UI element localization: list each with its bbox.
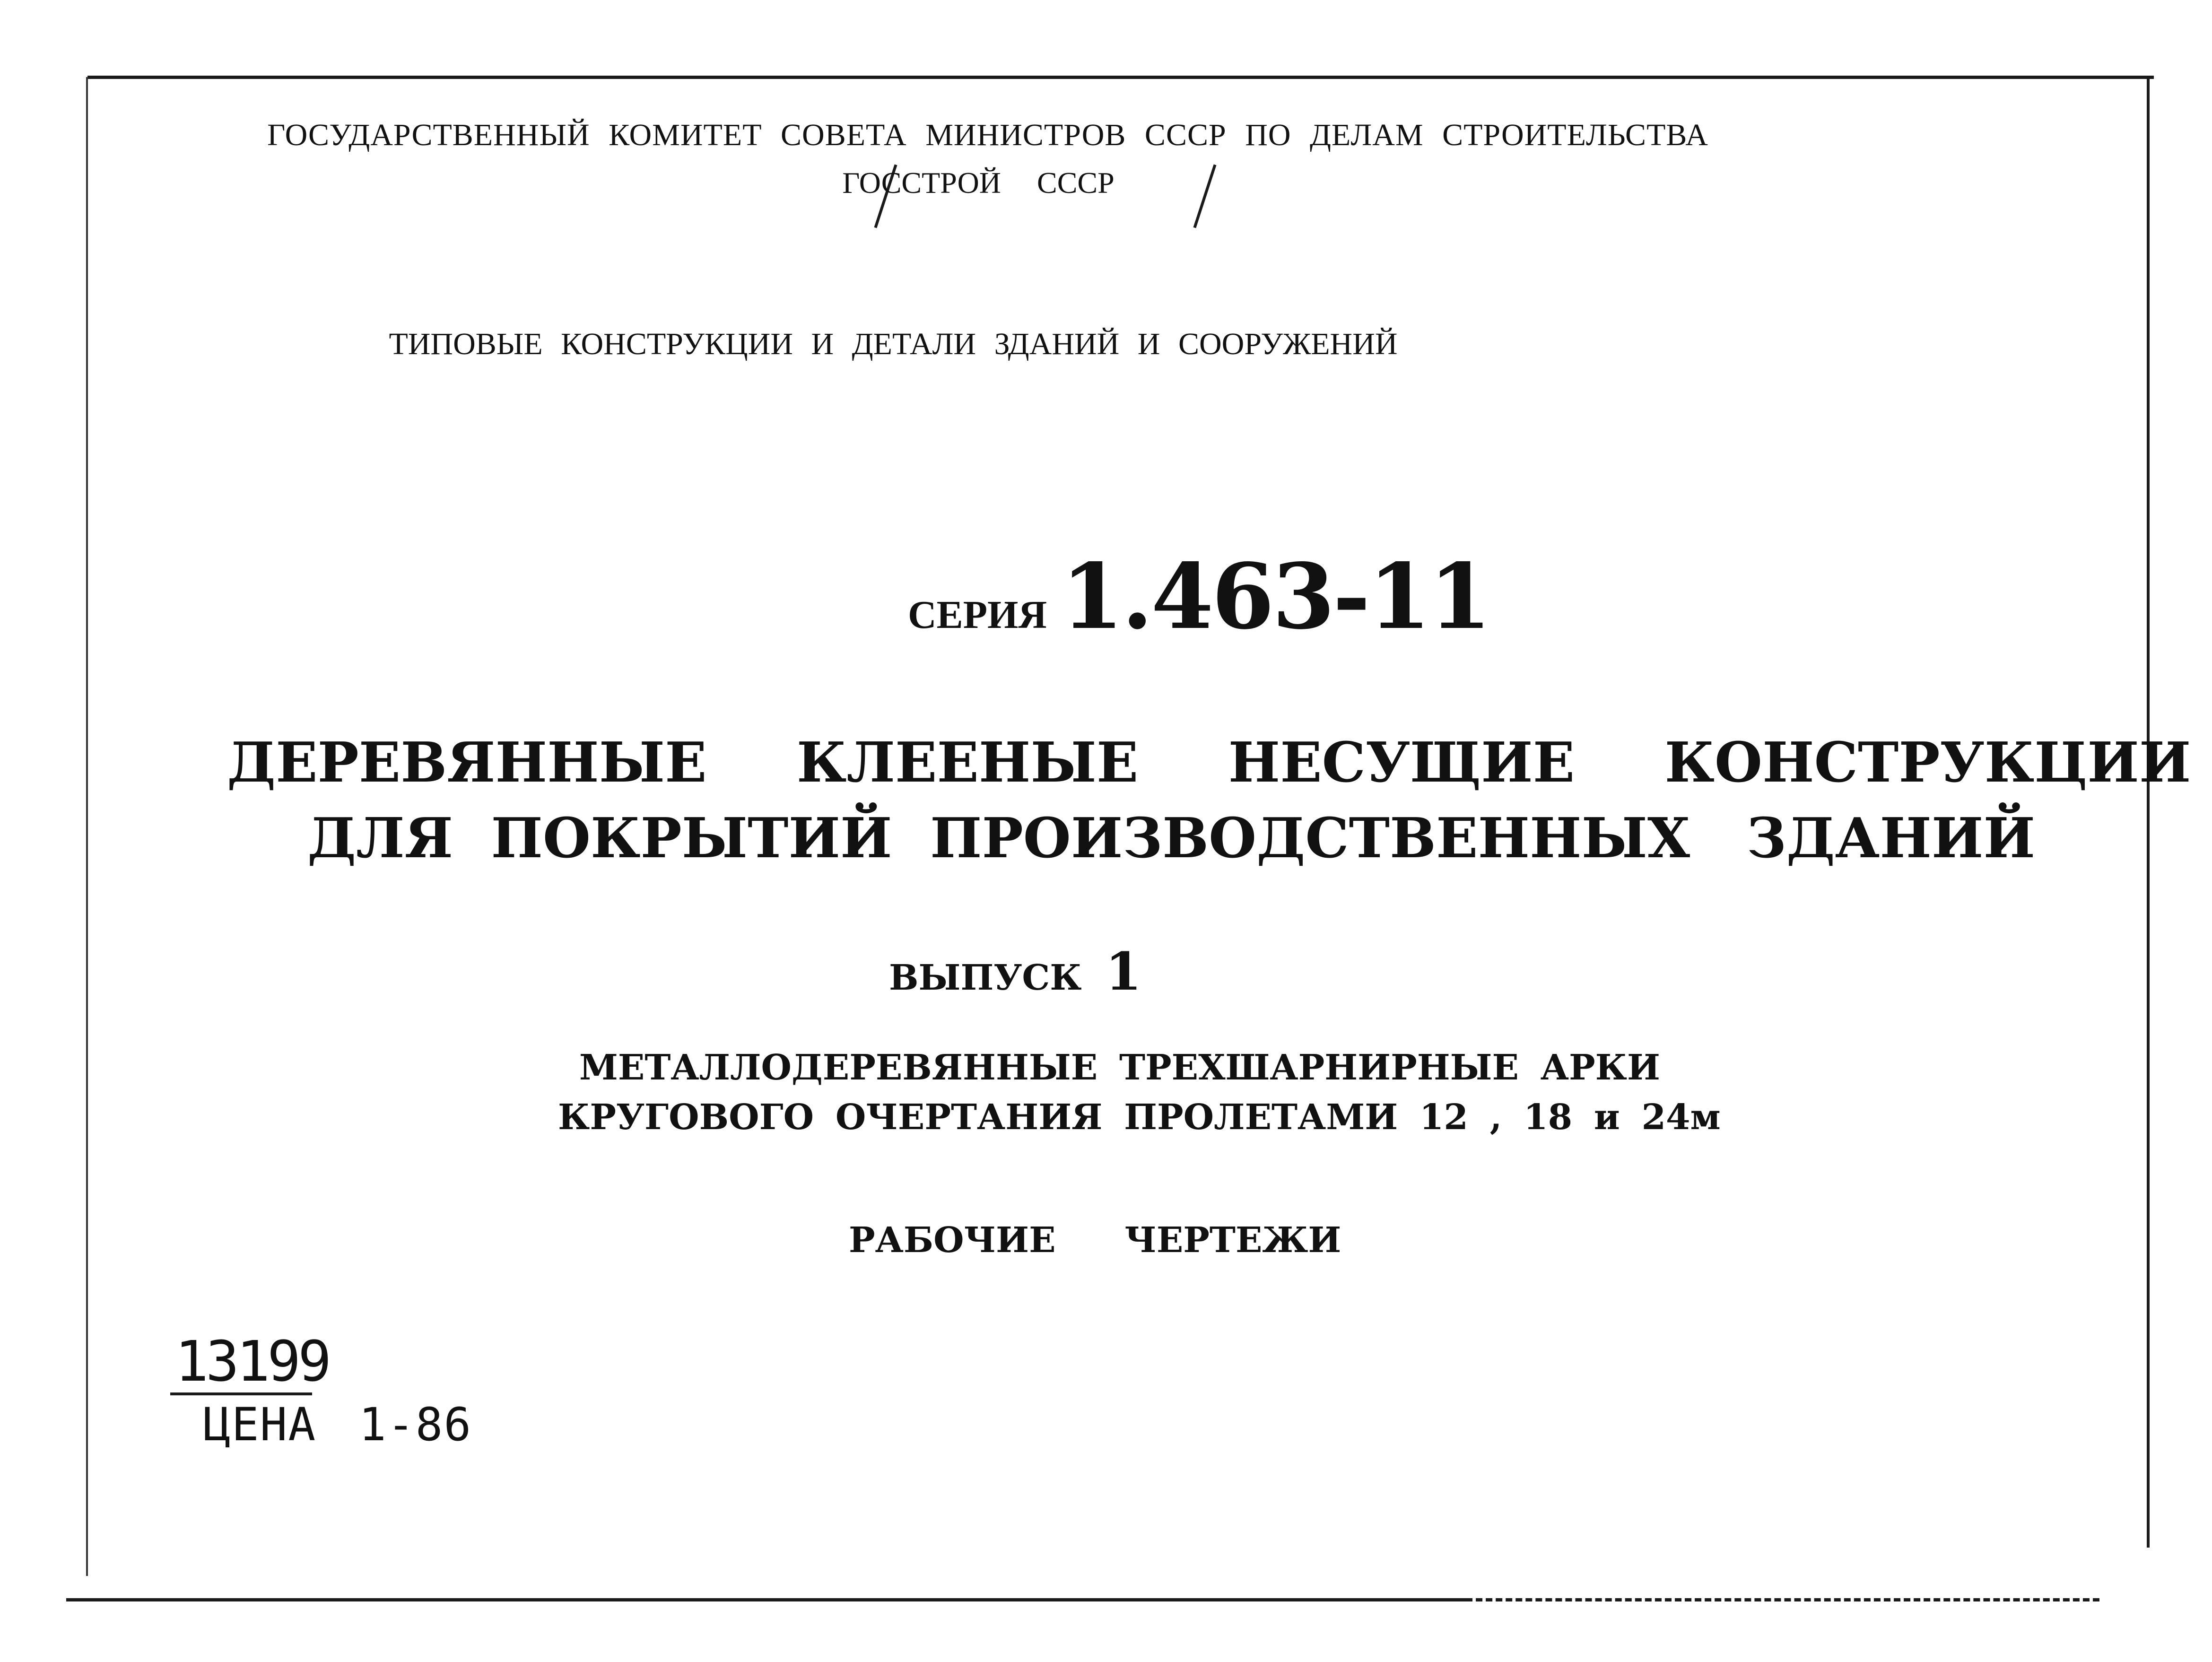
inventory-underline	[170, 1392, 312, 1395]
issue-number: 1	[1105, 941, 1142, 1002]
committee-heading: ГОСУДАРСТВЕННЫЙ КОМИТЕТ СОВЕТА МИНИСТРОВ СССР ПО ДЕЛАМ СТРОИТЕЛЬСТВА	[267, 118, 1708, 152]
gosstroy-label: ГОССТРОЙ СССР	[842, 166, 1115, 200]
issue-label: ВЫПУСК	[889, 957, 1082, 998]
series-line	[908, 544, 1489, 649]
issue-line	[889, 941, 1141, 1002]
series-label: СЕРИЯ	[908, 593, 1047, 637]
frame-border-top	[87, 76, 2154, 79]
category-heading: ТИПОВЫЕ КОНСТРУКЦИИ И ДЕТАЛИ ЗДАНИЙ И СООРУЖЕНИЙ	[389, 327, 1398, 361]
frame-border-right	[2147, 77, 2150, 1548]
series-number: 1.463-11	[1061, 544, 1490, 649]
document-type: РАБОЧИЕ ЧЕРТЕЖИ	[849, 1220, 1341, 1261]
price-label: ЦЕНА 1-86	[203, 1398, 472, 1451]
main-title-line-2-part-b: ЗДАНИЙ	[1747, 806, 2036, 870]
subtitle-line-2: КРУГОВОГО ОЧЕРТАНИЯ ПРОЛЕТАМИ 12 , 18 и 24м	[558, 1097, 1721, 1138]
inventory-number: 13199	[175, 1329, 329, 1394]
main-title-line-2	[307, 806, 2036, 870]
main-title-line-1: ДЕРЕВЯННЫЕ КЛЕЕНЫЕ НЕСУЩИЕ КОНСТРУКЦИИ	[227, 731, 2191, 795]
frame-border-bottom-dashed	[1466, 1598, 2099, 1601]
main-title-line-2-part-a: ДЛЯ ПОКРЫТИЙ ПРОИЗВОДСТВЕННЫХ	[307, 806, 1690, 870]
frame-border-left	[86, 77, 88, 1576]
frame-border-bottom	[66, 1598, 1466, 1601]
subtitle-line-1: МЕТАЛЛОДЕРЕВЯННЫЕ ТРЕХШАРНИРНЫЕ АРКИ	[579, 1047, 1660, 1088]
